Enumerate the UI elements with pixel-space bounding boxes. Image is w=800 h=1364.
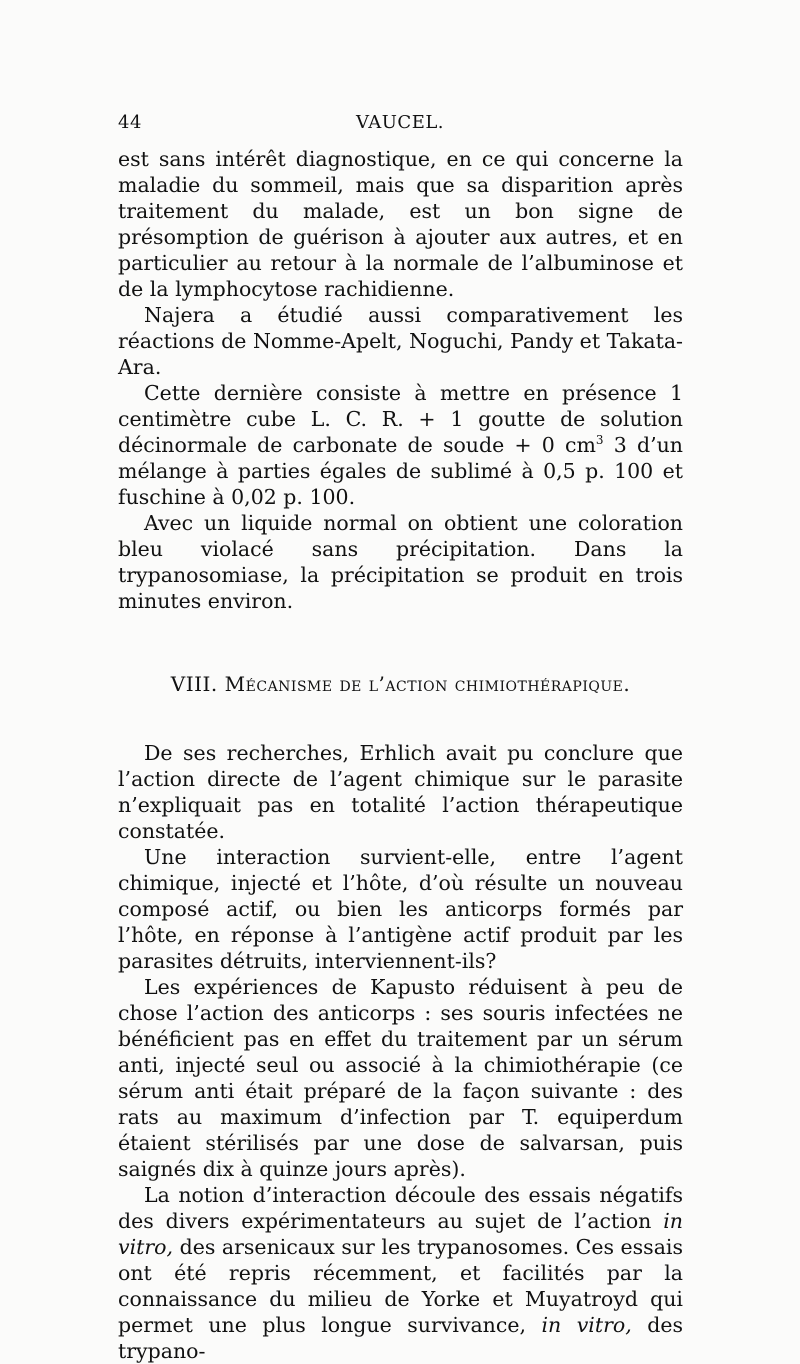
paragraph: Najera a étudié aussi comparativement les réactions de Nomme-Apelt, Noguchi, Pandy et Takata-Ara.	[118, 303, 683, 379]
running-title: VAUCEL.	[355, 112, 445, 133]
paragraph	[118, 1182, 683, 1364]
superscript: 3	[595, 433, 604, 448]
section-title: Mécanisme de l’action chimiothérapique.	[224, 672, 631, 696]
paragraph: Une interaction survient-elle, entre l’agent chimique, injecté et l’hôte, d’où résulte un nouveau composé actif, ou bien les anticorps formés par l’hôte, en réponse à l’antigène actif produit par les parasites détruits, interviennent-ils?	[118, 845, 683, 973]
paragraph-text: des trypano-	[118, 1313, 683, 1363]
paragraph: Les expériences de Kapusto réduisent à peu de chose l’action des anticorps : ses souris infectées ne bénéficient pas en effet du traitement par un sérum anti, injecté seul ou associé à la chimiothérapie (ce sérum anti était préparé de la façon suivante : des rats au maximum d’infection par T. equiperdum étaient stérilisés par une dose de salvarsan, puis saignés dix à quinze jours après).	[118, 975, 683, 1181]
paragraph-text: La notion d’interaction découle des essais négatifs des divers expérimentateurs au sujet de l’action	[118, 1183, 683, 1233]
paragraph-text: des arsenicaux sur les trypanosomes. Ces essais ont été repris récemment, et facilités par la connaissance du milieu de Yorke et Muyatroyd qui permet une plus longue survivance,	[118, 1235, 683, 1337]
paragraph-text: Cette dernière consiste à mettre en présence 1 centimètre cube L. C. R. + 1 goutte de solution décinormale de carbonate de soude + 0 cm	[118, 381, 683, 457]
page-header	[118, 112, 682, 142]
italic-text: in vitro,	[118, 1209, 683, 1259]
paragraph: Avec un liquide normal on obtient une coloration bleu violacé sans précipitation. Dans la trypanosomiase, la précipitation se produit en trois minutes environ.	[118, 511, 683, 613]
paragraph	[118, 380, 683, 510]
paragraph-text: 3 d’un mélange à parties égales de sublimé à 0,5 p. 100 et fuschine à 0,02 p. 100.	[118, 433, 683, 509]
paragraph: est sans intérêt diagnostique, en ce qui concerne la maladie du sommeil, mais que sa disparition après traitement du malade, est un bon signe de présomption de guérison à ajouter aux autres, et en particulier au retour à la normale de l’albuminose et de la lymphocytose rachidienne.	[118, 147, 683, 301]
italic-text: in vitro,	[541, 1313, 632, 1337]
paragraph: De ses recherches, Erhlich avait pu conclure que l’action directe de l’agent chimique sur le parasite n’expliquait pas en totalité l’action thérapeutique constatée.	[118, 741, 683, 843]
body-text	[118, 146, 683, 1364]
section-heading	[118, 671, 683, 697]
section-number: VIII.	[170, 672, 218, 696]
page-number: 44	[118, 112, 142, 133]
